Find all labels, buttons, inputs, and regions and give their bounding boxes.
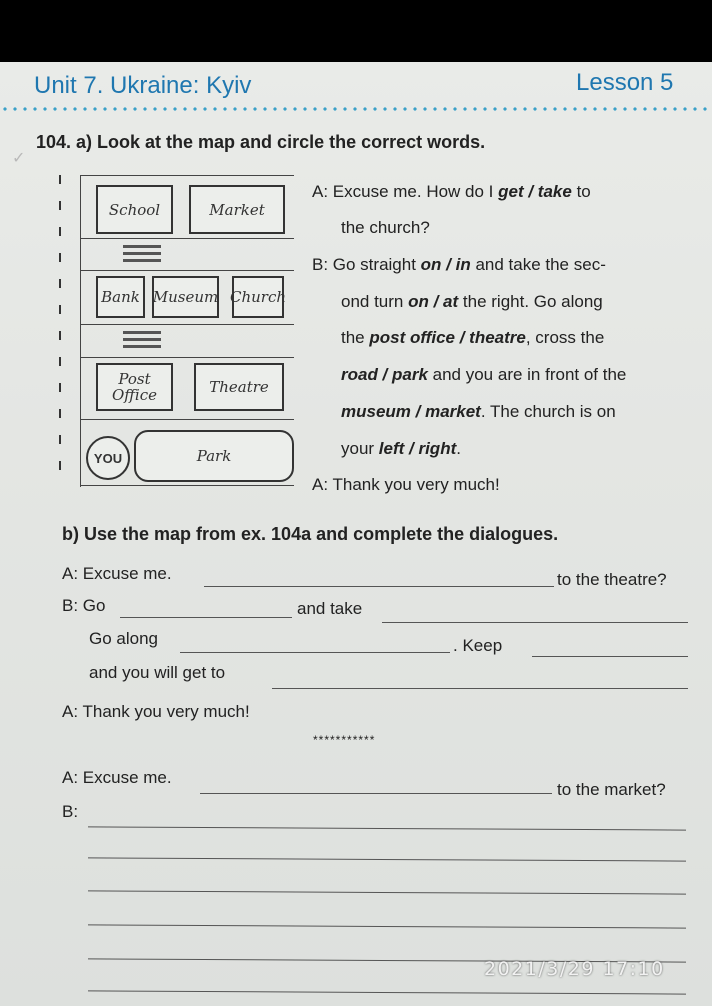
answer-line[interactable] xyxy=(180,652,450,653)
dialogue-2-a-end: to the market? xyxy=(557,780,666,799)
separator-stars: *********** xyxy=(313,733,376,747)
map-post-label: Post xyxy=(118,370,151,388)
dialogue-1-b-go: B: Go xyxy=(62,596,106,615)
dialogue-1-a: A: Excuse me. xyxy=(62,564,172,583)
dialogue-a-line-6 xyxy=(341,365,626,385)
answer-line[interactable] xyxy=(272,688,688,689)
check-mark-icon: ✓ xyxy=(12,150,26,167)
crosswalk xyxy=(123,252,161,255)
map-office-label: Office xyxy=(112,386,157,404)
dialogue-1-thanks: A: Thank you very much! xyxy=(62,702,250,721)
textbook-page xyxy=(0,62,712,1006)
road-edge xyxy=(80,419,294,420)
road-edge xyxy=(80,238,294,239)
choice-road-park[interactable]: road / park xyxy=(341,365,428,384)
answer-line[interactable] xyxy=(88,890,686,894)
text: B: Go straight xyxy=(312,255,421,274)
road-dashes xyxy=(58,175,62,487)
choice-post-office-theatre[interactable]: post office / theatre xyxy=(369,328,526,347)
road-edge xyxy=(80,175,294,176)
crosswalk xyxy=(123,331,161,334)
crosswalk xyxy=(123,338,161,341)
choice-on-in[interactable]: on / in xyxy=(420,255,471,274)
dialogue-2-a: A: Excuse me. xyxy=(62,768,172,787)
dialogue-a-line-5 xyxy=(341,328,604,348)
dotted-divider xyxy=(0,106,712,112)
text: . The church is on xyxy=(480,402,616,421)
dialogue-a-line-2: the church? xyxy=(341,218,430,237)
text: the right. Go along xyxy=(458,292,603,311)
road-edge xyxy=(80,485,294,486)
text: A: Excuse me. How do I xyxy=(312,182,499,201)
dialogue-1-b-take: and take xyxy=(297,599,363,618)
crosswalk xyxy=(123,259,161,262)
text: and take the sec- xyxy=(470,255,606,274)
road-edge xyxy=(80,270,294,271)
map-market: Market xyxy=(189,185,285,234)
dialogue-a-line-8 xyxy=(341,439,461,459)
answer-line[interactable] xyxy=(204,586,554,587)
map-museum: Museum xyxy=(152,276,219,318)
choice-on-at[interactable]: on / at xyxy=(408,292,459,311)
answer-line[interactable] xyxy=(88,857,686,861)
dialogue-a-line-4 xyxy=(341,292,603,312)
choice-left-right[interactable]: left / right xyxy=(378,439,457,458)
exercise-a-title: 104. a) Look at the map and circle the correct words. xyxy=(36,132,486,152)
answer-line[interactable] xyxy=(88,924,686,928)
text: . xyxy=(456,439,461,458)
dialogue-a-line-1 xyxy=(312,182,591,202)
answer-line[interactable] xyxy=(88,990,686,994)
text: ond turn xyxy=(341,292,409,311)
dialogue-a-line-9: A: Thank you very much! xyxy=(312,475,500,494)
map-park: Park xyxy=(134,430,294,482)
text: and you are in front of the xyxy=(427,365,627,384)
choice-get-take[interactable]: get / take xyxy=(498,182,572,201)
map-church: Church xyxy=(232,276,284,318)
map-post-office xyxy=(96,363,173,411)
lesson-title: Lesson 5 xyxy=(576,69,674,96)
photo-timestamp: 2021/3/29 17:10 xyxy=(484,958,665,980)
road-edge xyxy=(80,175,81,487)
road-edge xyxy=(80,357,294,358)
crosswalk xyxy=(123,345,161,348)
crosswalk xyxy=(123,245,161,248)
answer-line[interactable] xyxy=(88,826,686,830)
dialogue-1-along: Go along xyxy=(89,629,158,648)
answer-line[interactable] xyxy=(120,617,292,618)
dialogue-1-get: and you will get to xyxy=(89,663,226,682)
dialogue-1-keep: . Keep xyxy=(453,636,503,655)
map-theatre: Theatre xyxy=(194,363,284,411)
text: the xyxy=(341,328,370,347)
dialogue-a-line-7 xyxy=(341,402,616,422)
answer-line[interactable] xyxy=(532,656,688,657)
answer-line[interactable] xyxy=(200,793,552,794)
text: , cross the xyxy=(525,328,605,347)
map-school: School xyxy=(96,185,173,234)
street-map xyxy=(36,175,314,487)
unit-title: Unit 7. Ukraine: Kyiv xyxy=(34,72,252,99)
answer-line[interactable] xyxy=(382,622,688,623)
exercise-b-title: b) Use the map from ex. 104a and complete the dialogues. xyxy=(62,524,559,544)
choice-museum-market[interactable]: museum / market xyxy=(341,402,481,421)
text: to xyxy=(571,182,591,201)
road-edge xyxy=(80,324,294,325)
you-marker: YOU xyxy=(86,436,130,480)
dialogue-1-a-end: to the theatre? xyxy=(557,570,667,589)
dialogue-a-line-3 xyxy=(312,255,606,275)
dialogue-2-b: B: xyxy=(62,802,79,821)
text: your xyxy=(341,439,379,458)
map-bank: Bank xyxy=(96,276,145,318)
